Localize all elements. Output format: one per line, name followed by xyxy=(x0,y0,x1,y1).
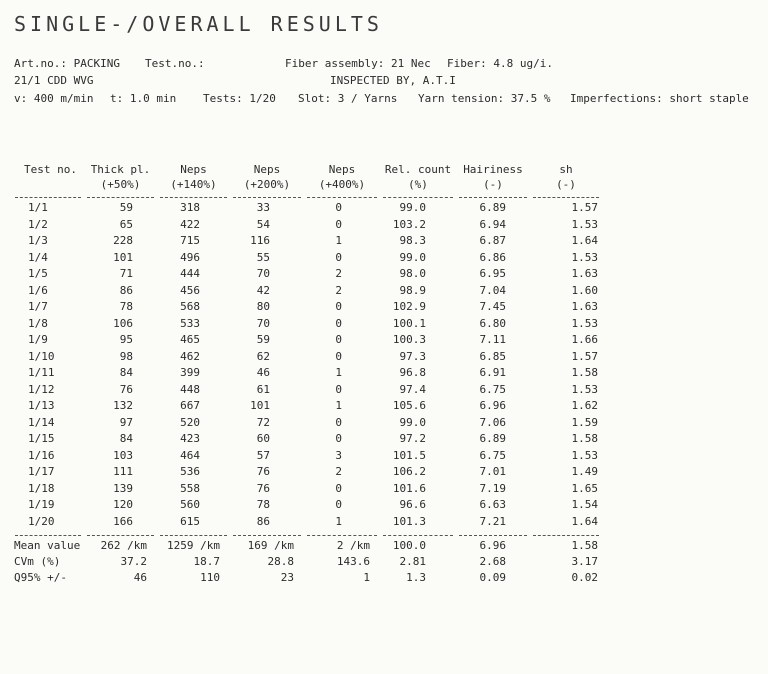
table-cell: 139 xyxy=(113,481,133,495)
table-cell: 96.8 xyxy=(399,366,426,379)
test-number-cell: 1/15 xyxy=(28,432,55,445)
table-row xyxy=(12,200,602,217)
dashed-rule xyxy=(459,535,527,536)
table-cell: 132 xyxy=(113,399,133,412)
table-cell: 103.2 xyxy=(392,217,426,231)
summary-cell: 37.2 xyxy=(120,555,147,568)
time: t: 1.0 min xyxy=(110,92,177,105)
table-cell: 0 xyxy=(335,432,342,445)
table-cell: 0 xyxy=(335,201,342,214)
table-cell: 1.66 xyxy=(571,333,598,346)
table-cell: 100.1 xyxy=(392,316,426,330)
table-row xyxy=(12,431,602,448)
inspected-by: INSPECTED BY, A.T.I xyxy=(330,74,456,87)
test-number-cell: 1/9 xyxy=(28,333,48,346)
table-cell: 560 xyxy=(180,498,200,511)
test-number-cell: 1/10 xyxy=(28,349,55,363)
table-cell: 7.45 xyxy=(479,300,506,313)
table-row xyxy=(12,464,602,481)
summary-label: CVm (%) xyxy=(14,555,61,568)
fiber-assembly: Fiber assembly: 21 Nec xyxy=(285,57,431,70)
column-unit-row xyxy=(12,177,602,192)
table-row xyxy=(12,349,602,366)
table-cell: 101 xyxy=(250,399,270,412)
table-row xyxy=(12,316,602,333)
table-cell: 96.6 xyxy=(399,498,426,511)
table-cell: 86 xyxy=(119,283,133,297)
table-cell: 1.58 xyxy=(571,366,598,379)
table-cell: 1.54 xyxy=(571,498,598,511)
test-number-cell: 1/20 xyxy=(28,514,55,528)
table-cell: 6.63 xyxy=(479,498,506,511)
test-number-cell: 1/11 xyxy=(28,366,55,379)
table-cell: 0 xyxy=(335,300,342,313)
table-cell: 7.01 xyxy=(479,465,506,478)
column-unit: (%) xyxy=(408,178,428,191)
summary-cell: 0.02 xyxy=(571,571,598,584)
table-cell: 1.60 xyxy=(571,283,598,297)
table-cell: 99.0 xyxy=(399,415,426,429)
test-number-cell: 1/2 xyxy=(28,217,48,231)
column-unit xyxy=(12,177,84,192)
results-table xyxy=(12,162,602,586)
summary-separator xyxy=(12,530,602,538)
table-row xyxy=(12,266,602,283)
table-cell: 6.89 xyxy=(479,432,506,445)
table-cell: 0 xyxy=(335,250,342,264)
summary-cell: 1.3 xyxy=(406,571,426,584)
table-cell: 70 xyxy=(256,316,270,330)
table-cell: 0 xyxy=(335,333,342,346)
table-cell: 120 xyxy=(113,498,133,511)
column-header: Test no. xyxy=(24,163,77,176)
table-row xyxy=(12,415,602,432)
table-cell: 6.95 xyxy=(479,267,506,280)
summary-cell: 2.68 xyxy=(479,555,506,568)
table-cell: 456 xyxy=(180,283,200,297)
table-cell: 116 xyxy=(250,234,270,247)
summary-cell: 169 /km xyxy=(247,539,294,552)
table-cell: 57 xyxy=(256,448,270,462)
column-header-row xyxy=(12,162,602,177)
table-row xyxy=(12,217,602,234)
table-cell: 1.53 xyxy=(571,448,598,462)
table-row xyxy=(12,233,602,250)
test-number-cell: 1/18 xyxy=(28,481,55,495)
table-cell: 399 xyxy=(180,366,200,379)
column-header: Hairiness xyxy=(463,163,523,176)
table-cell: 465 xyxy=(180,333,200,346)
table-cell: 6.94 xyxy=(479,217,506,231)
summary-cell: 3.17 xyxy=(571,555,598,568)
yarn-tension: Yarn tension: 37.5 % xyxy=(418,92,551,105)
summary-cell: 6.96 xyxy=(479,539,506,552)
table-cell: 1.64 xyxy=(571,234,598,247)
table-cell: 1 xyxy=(335,366,342,379)
table-cell: 78 xyxy=(119,300,133,313)
table-cell: 101.3 xyxy=(392,514,426,528)
table-cell: 2 xyxy=(335,267,342,280)
table-row xyxy=(12,497,602,514)
table-cell: 101.5 xyxy=(392,448,426,462)
summary-cell: 110 xyxy=(200,571,220,584)
table-cell: 715 xyxy=(180,234,200,247)
table-cell: 536 xyxy=(180,465,200,478)
speed: v: 400 m/min xyxy=(14,92,94,105)
table-cell: 55 xyxy=(256,250,270,264)
table-cell: 0 xyxy=(335,316,342,330)
test-no: Test.no.: xyxy=(145,57,205,70)
table-cell: 6.75 xyxy=(479,382,506,396)
table-cell: 6.75 xyxy=(479,448,506,462)
table-cell: 97 xyxy=(119,415,133,429)
table-row xyxy=(12,283,602,300)
table-cell: 1.53 xyxy=(571,250,598,264)
table-cell: 1.53 xyxy=(571,382,598,396)
test-number-cell: 1/16 xyxy=(28,448,55,462)
table-cell: 1 xyxy=(335,514,342,528)
table-cell: 2 xyxy=(335,465,342,478)
dashed-rule xyxy=(383,535,453,536)
column-unit: (+50%) xyxy=(100,178,141,191)
table-cell: 102.9 xyxy=(392,300,426,313)
table-cell: 42 xyxy=(256,283,270,297)
table-cell: 99.0 xyxy=(399,201,426,214)
test-number-cell: 1/19 xyxy=(28,498,55,511)
column-header: Neps xyxy=(253,163,281,176)
dashed-rule xyxy=(307,197,377,198)
table-cell: 61 xyxy=(256,382,270,396)
column-header: Rel. count xyxy=(384,163,452,176)
table-cell: 1.63 xyxy=(571,267,598,280)
header-separator xyxy=(12,192,602,200)
table-cell: 1 xyxy=(335,234,342,247)
table-cell: 1.49 xyxy=(571,465,598,478)
results-body xyxy=(12,192,602,586)
table-cell: 111 xyxy=(113,465,133,478)
column-unit: (-) xyxy=(556,178,576,191)
table-cell: 1.62 xyxy=(571,399,598,412)
table-row xyxy=(12,481,602,498)
table-cell: 97.2 xyxy=(399,432,426,445)
table-cell: 318 xyxy=(180,201,200,214)
summary-cell: 1 xyxy=(363,571,370,584)
table-cell: 76 xyxy=(119,382,133,396)
table-cell: 462 xyxy=(180,349,200,363)
dashed-rule xyxy=(160,535,227,536)
table-cell: 1.53 xyxy=(571,217,598,231)
table-cell: 2 xyxy=(335,283,342,297)
table-cell: 496 xyxy=(180,250,200,264)
table-cell: 100.3 xyxy=(392,333,426,346)
table-cell: 105.6 xyxy=(392,399,426,412)
table-cell: 97.3 xyxy=(399,349,426,363)
table-cell: 54 xyxy=(256,217,270,231)
table-cell: 7.11 xyxy=(479,333,506,346)
table-cell: 1.57 xyxy=(571,349,598,363)
table-cell: 60 xyxy=(256,432,270,445)
table-cell: 86 xyxy=(256,514,270,528)
table-cell: 558 xyxy=(180,481,200,495)
table-cell: 0 xyxy=(335,481,342,495)
table-cell: 0 xyxy=(335,415,342,429)
table-cell: 59 xyxy=(119,201,133,214)
table-cell: 0 xyxy=(335,498,342,511)
summary-row xyxy=(12,538,602,554)
summary-cell: 0.09 xyxy=(479,571,506,584)
table-cell: 444 xyxy=(180,267,200,280)
test-number-cell: 1/6 xyxy=(28,283,48,297)
table-cell: 97.4 xyxy=(399,382,426,396)
table-cell: 6.87 xyxy=(479,234,506,247)
column-header: Thick pl. xyxy=(90,163,151,176)
table-cell: 76 xyxy=(256,465,270,478)
summary-label: Mean value xyxy=(14,539,81,552)
tests: Tests: 1/20 xyxy=(203,92,276,105)
summary-cell: 23 xyxy=(280,571,294,584)
imperfections: Imperfections: short staple xyxy=(570,92,749,105)
dashed-rule xyxy=(87,535,154,536)
test-number-cell: 1/4 xyxy=(28,250,48,264)
summary-row xyxy=(12,554,602,570)
test-number-cell: 1/8 xyxy=(28,316,48,330)
results-table-wrap xyxy=(12,162,602,586)
table-cell: 1.53 xyxy=(571,316,598,330)
table-cell: 106 xyxy=(113,316,133,330)
table-cell: 7.19 xyxy=(479,481,506,495)
table-cell: 59 xyxy=(256,333,270,346)
table-cell: 84 xyxy=(119,432,133,445)
table-cell: 0 xyxy=(335,382,342,396)
table-row xyxy=(12,250,602,267)
table-row xyxy=(12,398,602,415)
table-cell: 72 xyxy=(256,415,270,429)
column-unit: (+140%) xyxy=(170,178,217,191)
table-cell: 520 xyxy=(180,415,200,429)
column-header: Neps xyxy=(328,163,356,176)
summary-cell: 262 /km xyxy=(100,539,147,552)
summary-cell: 18.7 xyxy=(193,555,220,568)
dashed-rule xyxy=(383,197,453,198)
table-cell: 98.0 xyxy=(399,267,426,280)
table-cell: 6.86 xyxy=(479,250,506,264)
table-cell: 0 xyxy=(335,217,342,231)
table-cell: 101 xyxy=(113,250,133,264)
table-cell: 6.91 xyxy=(479,366,506,379)
summary-cell: 46 xyxy=(133,571,147,584)
test-number-cell: 1/12 xyxy=(28,382,55,396)
dashed-rule xyxy=(307,535,377,536)
dashed-rule xyxy=(160,197,227,198)
table-cell: 33 xyxy=(256,201,270,214)
slot: Slot: 3 / Yarns xyxy=(298,92,398,105)
table-row xyxy=(12,382,602,399)
table-cell: 101.6 xyxy=(392,481,426,495)
table-cell: 448 xyxy=(180,382,200,396)
table-cell: 70 xyxy=(256,267,270,280)
table-cell: 103 xyxy=(113,448,133,462)
table-cell: 228 xyxy=(113,234,133,247)
table-cell: 99.0 xyxy=(399,250,426,264)
table-cell: 65 xyxy=(119,217,133,231)
table-cell: 6.89 xyxy=(479,201,506,214)
table-cell: 0 xyxy=(335,349,342,363)
table-cell: 667 xyxy=(180,399,200,412)
column-unit: (-) xyxy=(483,178,503,191)
table-cell: 568 xyxy=(180,300,200,313)
test-number-cell: 1/3 xyxy=(28,234,48,247)
summary-cell: 100.0 xyxy=(392,539,426,552)
report-title: SINGLE-/OVERALL RESULTS xyxy=(14,12,383,36)
dashed-rule xyxy=(15,535,81,536)
material: 21/1 CDD WVG xyxy=(14,74,94,87)
table-cell: 95 xyxy=(119,333,133,346)
summary-label: Q95% +/- xyxy=(14,571,67,584)
column-header: Neps xyxy=(180,163,207,176)
table-row xyxy=(12,448,602,465)
summary-row xyxy=(12,570,602,586)
table-cell: 1.57 xyxy=(571,201,598,214)
table-cell: 422 xyxy=(180,217,200,231)
table-row xyxy=(12,365,602,382)
table-cell: 6.80 xyxy=(479,316,506,330)
summary-cell: 2 /km xyxy=(336,539,370,552)
table-cell: 1 xyxy=(335,399,342,412)
summary-cell: 1259 /km xyxy=(167,539,220,552)
table-cell: 1.64 xyxy=(571,514,598,528)
table-cell: 6.96 xyxy=(479,399,506,412)
fiber: Fiber: 4.8 ug/i. xyxy=(447,57,553,70)
table-cell: 423 xyxy=(180,432,200,445)
table-cell: 78 xyxy=(256,498,270,511)
table-row xyxy=(12,332,602,349)
table-row xyxy=(12,299,602,316)
table-cell: 1.65 xyxy=(571,481,598,495)
dashed-rule xyxy=(533,535,599,536)
dashed-rule xyxy=(233,535,301,536)
table-cell: 84 xyxy=(119,366,133,379)
dashed-rule xyxy=(533,197,599,198)
column-unit: (+400%) xyxy=(318,178,366,191)
table-cell: 76 xyxy=(256,481,270,495)
table-cell: 533 xyxy=(180,316,200,330)
summary-cell: 1.58 xyxy=(571,539,598,552)
table-cell: 98.3 xyxy=(399,234,426,247)
table-cell: 98.9 xyxy=(399,283,426,297)
dashed-rule xyxy=(459,197,527,198)
table-cell: 7.04 xyxy=(479,283,506,297)
table-cell: 46 xyxy=(256,366,270,379)
table-cell: 7.06 xyxy=(479,415,506,429)
test-number-cell: 1/13 xyxy=(28,399,55,412)
dashed-rule xyxy=(233,197,301,198)
test-number-cell: 1/5 xyxy=(28,267,48,280)
test-number-cell: 1/7 xyxy=(28,300,48,313)
test-number-cell: 1/1 xyxy=(28,201,48,214)
table-cell: 615 xyxy=(180,514,200,528)
art-no: Art.no.: PACKING xyxy=(14,57,120,70)
table-cell: 1.63 xyxy=(571,300,598,313)
table-cell: 166 xyxy=(113,514,133,528)
table-cell: 71 xyxy=(119,267,133,280)
table-cell: 80 xyxy=(256,300,270,313)
table-cell: 106.2 xyxy=(392,465,426,478)
table-cell: 7.21 xyxy=(479,514,506,528)
dashed-rule xyxy=(15,197,81,198)
table-cell: 464 xyxy=(180,448,200,462)
test-number-cell: 1/14 xyxy=(28,415,55,429)
table-cell: 3 xyxy=(335,448,342,462)
column-header: sh xyxy=(559,163,573,176)
table-cell: 6.85 xyxy=(479,349,506,363)
table-row xyxy=(12,514,602,531)
summary-cell: 2.81 xyxy=(399,555,426,568)
dashed-rule xyxy=(87,197,154,198)
table-cell: 62 xyxy=(256,349,270,363)
summary-cell: 28.8 xyxy=(267,555,294,568)
table-cell: 1.59 xyxy=(571,415,598,429)
table-cell: 1.58 xyxy=(571,432,598,445)
test-number-cell: 1/17 xyxy=(28,465,55,478)
table-cell: 98 xyxy=(119,349,133,363)
summary-cell: 143.6 xyxy=(336,555,370,568)
column-unit: (+200%) xyxy=(243,178,291,191)
